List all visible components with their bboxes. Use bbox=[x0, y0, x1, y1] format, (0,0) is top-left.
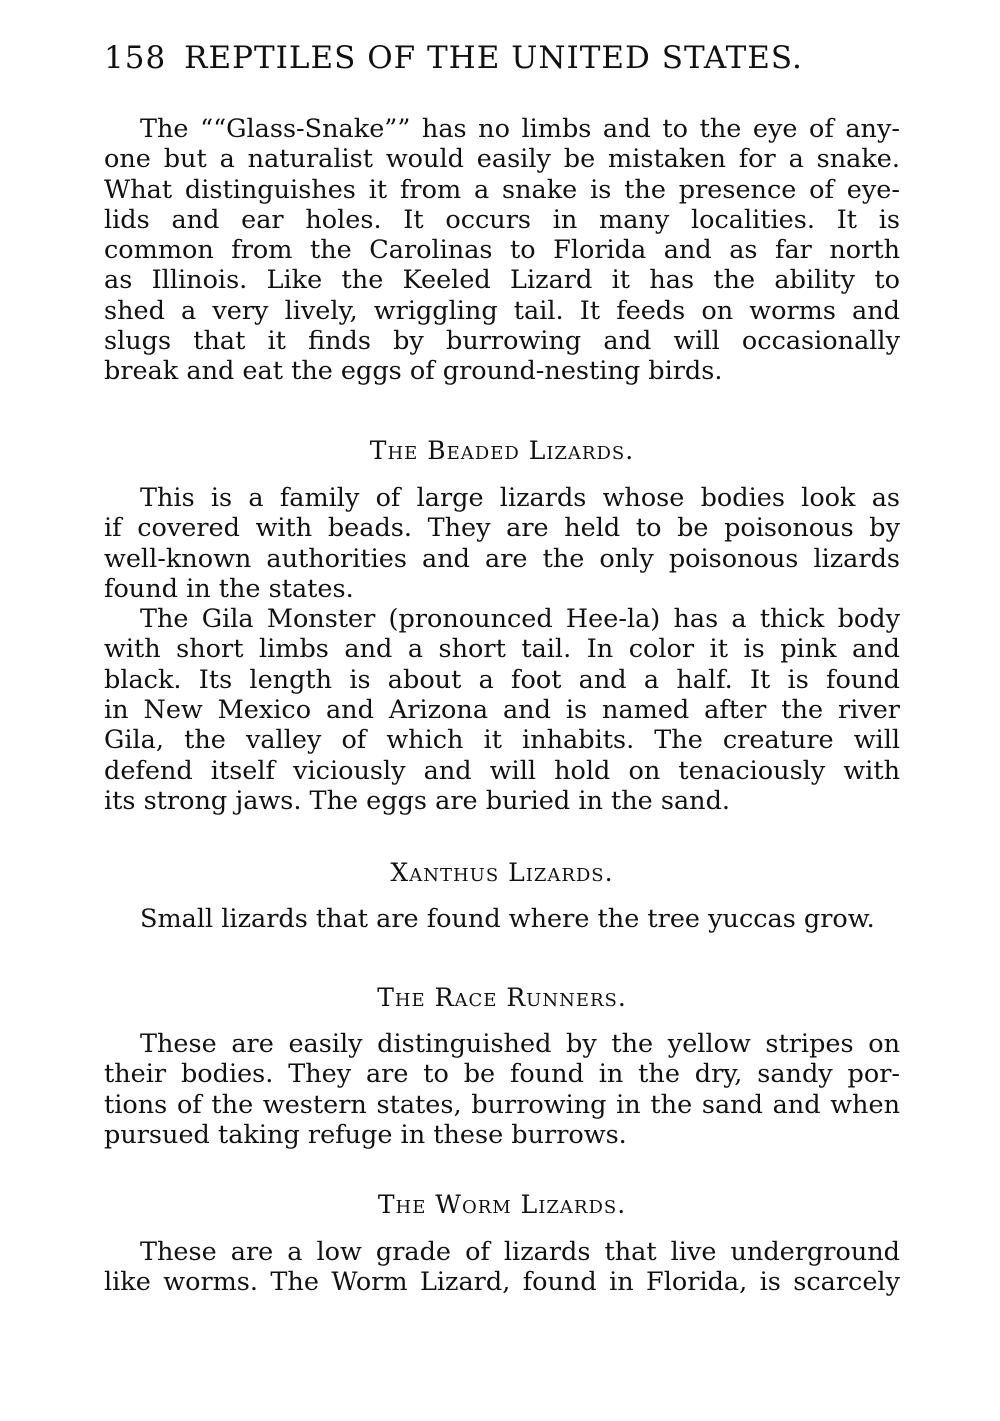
text-line: Gila, the valley of which it inhabits. The creature will bbox=[104, 725, 900, 756]
running-title: REPTILES OF THE UNITED STATES. bbox=[184, 40, 803, 76]
text-line: These are a low grade of lizards that live underground bbox=[140, 1237, 900, 1267]
worm-lizards-paragraph bbox=[104, 1237, 900, 1298]
text-line: tions of the western states, burrowing in the sand and when bbox=[104, 1089, 900, 1120]
text-line: as Illinois. Like the Keeled Lizard it has the ability to bbox=[104, 265, 900, 296]
text-line: if covered with beads. They are held to be poisonous by bbox=[104, 513, 900, 544]
text-line: Small lizards that are found where the tree yuccas grow. bbox=[140, 904, 875, 934]
page-number: 158 bbox=[104, 40, 167, 76]
text-line: its strong jaws. The eggs are buried in the sand. bbox=[104, 785, 731, 816]
text-line: These are easily distinguished by the yellow stripes on bbox=[140, 1029, 900, 1059]
section-heading-worm-lizards: The Worm Lizards. bbox=[377, 1190, 627, 1219]
text-line: shed a very lively, wriggling tail. It feeds on worms and bbox=[104, 295, 900, 326]
section-heading-xanthus-lizards: Xanthus Lizards. bbox=[390, 858, 614, 887]
running-header bbox=[104, 40, 824, 76]
glass-snake-paragraph bbox=[104, 114, 900, 387]
text-line: The ““Glass-Snake”” has no limbs and to the eye of any- bbox=[140, 114, 900, 144]
text-line: like worms. The Worm Lizard, found in Florida, is scarcely bbox=[104, 1267, 900, 1298]
race-runners-paragraph bbox=[104, 1029, 900, 1150]
section-heading-race-runners: The Race Runners. bbox=[377, 983, 627, 1012]
text-line: found in the states. bbox=[104, 573, 354, 604]
text-line: in New Mexico and Arizona and is named after the river bbox=[104, 695, 900, 726]
text-line: slugs that it finds by burrowing and will occasionally bbox=[104, 326, 900, 357]
text-line: one but a naturalist would easily be mistaken for a snake. bbox=[104, 144, 900, 175]
section-heading-beaded-lizards: The Beaded Lizards. bbox=[369, 436, 635, 465]
text-line: common from the Carolinas to Florida and as far north bbox=[104, 235, 900, 266]
beaded-lizards-paragraph bbox=[104, 483, 900, 816]
text-line: with short limbs and a short tail. In color it is pink and bbox=[104, 634, 900, 665]
text-line: well-known authorities and are the only poisonous lizards bbox=[104, 543, 900, 574]
text-line: The Gila Monster (pronounced Hee-la) has a thick body bbox=[140, 604, 900, 635]
xanthus-lizards-paragraph bbox=[104, 904, 900, 934]
text-line: break and eat the eggs of ground-nesting birds. bbox=[104, 356, 723, 387]
text-line: This is a family of large lizards whose bodies look as bbox=[140, 483, 900, 513]
text-line: pursued taking refuge in these burrows. bbox=[104, 1119, 627, 1150]
text-line: black. Its length is about a foot and a half. It is found bbox=[104, 664, 900, 695]
text-line: What distinguishes it from a snake is the presence of eye- bbox=[104, 174, 900, 205]
text-line: lids and ear holes. It occurs in many localities. It is bbox=[104, 204, 900, 235]
text-line: their bodies. They are to be found in the dry, sandy por- bbox=[104, 1059, 900, 1090]
text-line: defend itself viciously and will hold on tenaciously with bbox=[104, 755, 900, 786]
